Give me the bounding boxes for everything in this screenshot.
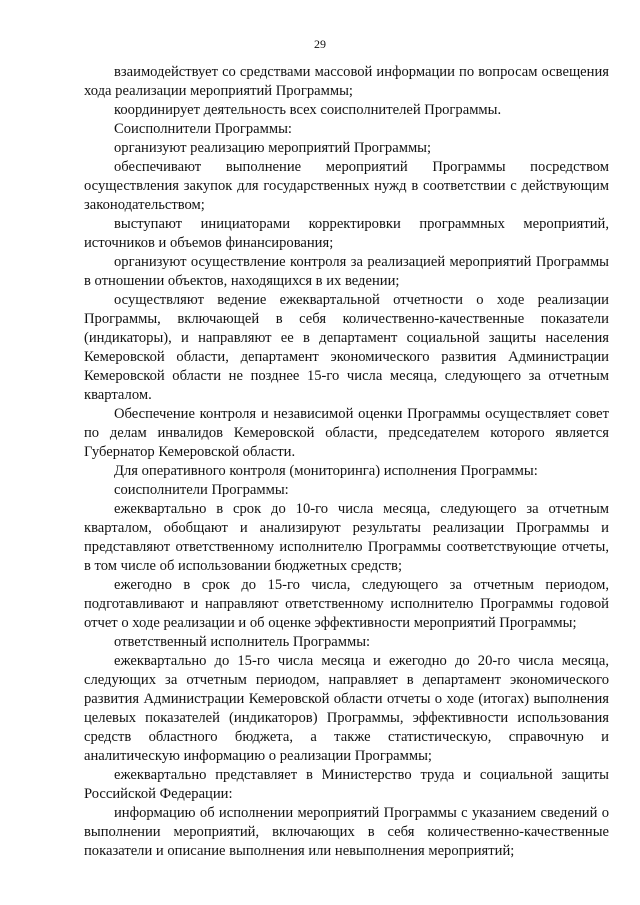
paragraph: Обеспечение контроля и независимой оценки Программы осуществляет совет по делам инвалидов Кемеровской области, председателем которого является Губернатор Кемеровской области. <box>84 406 609 460</box>
page-number: 29 <box>314 37 326 51</box>
paragraph: ежеквартально представляет в Министерство труда и социальной защиты Российской Федерации: <box>84 767 609 802</box>
paragraph: соисполнители Программы: <box>114 482 289 498</box>
paragraph: осуществляют ведение ежеквартальной отчетности о ходе реализации Программы, включающей в себя количественно-качественные показатели (индикаторы), и направляют ее в департамент социальной защиты населения Кемеровской области, департамент экономического развития Администрации Кемеровской области не позднее 15-го числа месяца, следующего за отчетным кварталом. <box>84 292 609 403</box>
paragraph: Для оперативного контроля (мониторинга) исполнения Программы: <box>114 463 538 479</box>
paragraph: организуют реализацию мероприятий Программы; <box>114 140 432 156</box>
paragraph: ответственный исполнитель Программы: <box>114 634 371 650</box>
paragraph: взаимодействует со средствами массовой информации по вопросам освещения хода реализации мероприятий Программы; <box>84 64 609 99</box>
paragraph: выступают инициаторами корректировки программных мероприятий, источников и объемов финансирования; <box>84 216 609 251</box>
paragraph: информацию об исполнении мероприятий Программы с указанием сведений о выполнении мероприятий, включающих в себя количественно-качественные показатели и описание выполнения или невыполнения мероприятий; <box>84 805 609 859</box>
paragraph: Соисполнители Программы: <box>114 121 292 137</box>
paragraph: ежегодно в срок до 15-го числа, следующего за отчетным периодом, подготавливают и направляют ответственному исполнителю Программы годовой отчет о ходе реализации и об оценке эффективности мероприятий Программы; <box>84 577 609 631</box>
paragraph: организуют осуществление контроля за реализацией мероприятий Программы в отношении объектов, находящихся в их ведении; <box>84 254 609 289</box>
paragraph: обеспечивают выполнение мероприятий Программы посредством осуществления закупок для государственных нужд в соответствии с действующим законодательством; <box>84 159 609 213</box>
paragraph: ежеквартально в срок до 10-го числа месяца, следующего за отчетным кварталом, обобщают и анализируют результаты реализации Программы и представляют ответственному исполнителю Программы соответствующие отчеты, в том числе об использовании бюджетных средств; <box>84 501 609 574</box>
paragraph: ежеквартально до 15-го числа месяца и ежегодно до 20-го числа месяца, следующих за отчетным периодом, направляет в департамент экономического развития Администрации Кемеровской области отчеты о ходе (итогах) выполнения целевых показателей (индикаторов) Программы, эффективности использования средств областного бюджета, а также статистическую, справочную и аналитическую информацию о реализации Программы; <box>84 653 609 764</box>
paragraph: координирует деятельность всех соисполнителей Программы. <box>114 102 502 118</box>
document-body <box>84 63 609 861</box>
